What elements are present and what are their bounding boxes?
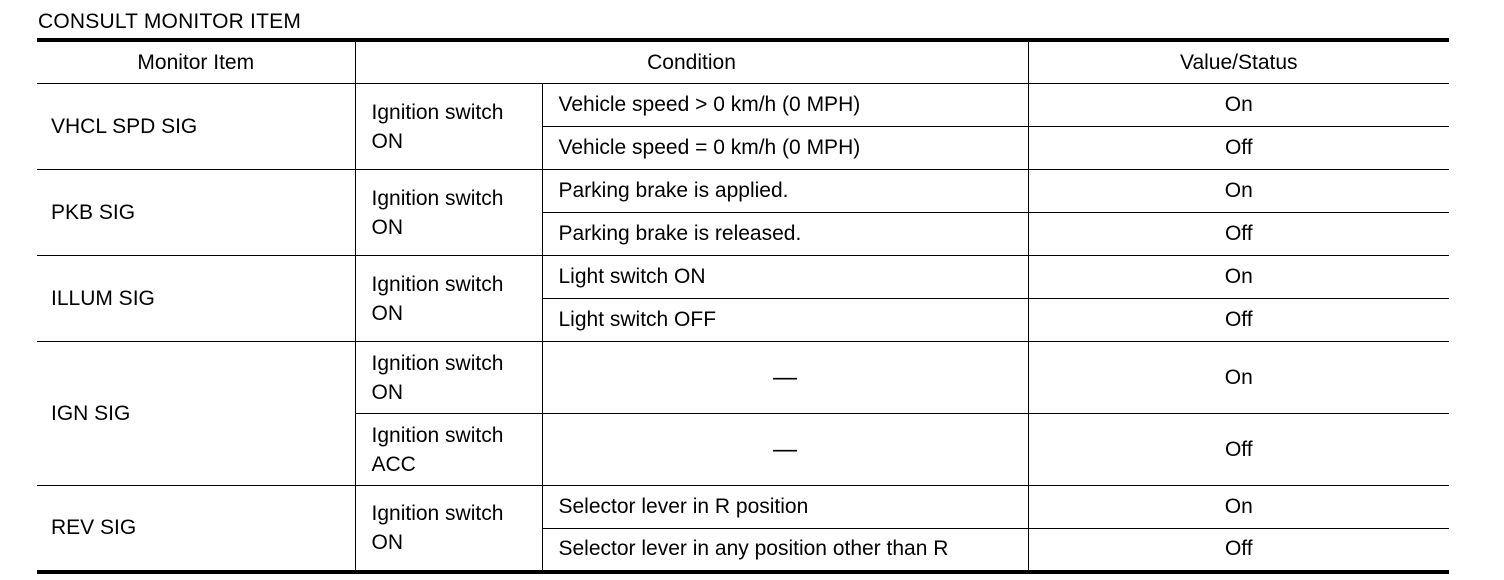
value-status-cell: Off (1028, 414, 1449, 486)
condition-cell: — (542, 414, 1028, 486)
condition-cell: Vehicle speed > 0 km/h (0 MPH) (542, 84, 1028, 127)
header-monitor-item: Monitor Item (37, 40, 355, 84)
value-status-cell: On (1028, 256, 1449, 299)
table-row (37, 342, 1449, 414)
table-row (37, 486, 1449, 529)
section-title: CONSULT MONITOR ITEM (38, 10, 302, 33)
monitor-item-name: ILLUM SIG (37, 256, 355, 342)
value-status-cell: On (1028, 84, 1449, 127)
value-status-cell: Off (1028, 299, 1449, 342)
value-status-cell: Off (1028, 529, 1449, 572)
monitor-item-name: VHCL SPD SIG (37, 84, 355, 170)
value-status-cell: On (1028, 342, 1449, 414)
monitor-item-name: PKB SIG (37, 170, 355, 256)
value-status-cell: On (1028, 170, 1449, 213)
condition-cell: Parking brake is applied. (542, 170, 1028, 213)
value-status-cell: Off (1028, 213, 1449, 256)
ignition-condition: Ignition switch ON (355, 256, 542, 342)
header-condition: Condition (355, 40, 1028, 84)
condition-cell: Parking brake is released. (542, 213, 1028, 256)
ignition-condition: Ignition switch ON (355, 170, 542, 256)
condition-cell: — (542, 342, 1028, 414)
condition-cell: Selector lever in R position (542, 486, 1028, 529)
header-row (37, 40, 1449, 84)
value-status-cell: Off (1028, 127, 1449, 170)
condition-cell: Vehicle speed = 0 km/h (0 MPH) (542, 127, 1028, 170)
ignition-condition: Ignition switch ON (355, 84, 542, 170)
condition-cell: Selector lever in any position other than R (542, 529, 1028, 572)
ignition-condition: Ignition switch ACC (355, 414, 542, 486)
consult-monitor-table (37, 38, 1449, 574)
ignition-condition: Ignition switch ON (355, 486, 542, 572)
ignition-condition: Ignition switch ON (355, 342, 542, 414)
table-row (37, 84, 1449, 127)
condition-cell: Light switch OFF (542, 299, 1028, 342)
monitor-item-name: IGN SIG (37, 342, 355, 486)
value-status-cell: On (1028, 486, 1449, 529)
condition-cell: Light switch ON (542, 256, 1028, 299)
table-row (37, 170, 1449, 213)
table-row (37, 256, 1449, 299)
header-value-status: Value/Status (1028, 40, 1449, 84)
monitor-item-name: REV SIG (37, 486, 355, 572)
